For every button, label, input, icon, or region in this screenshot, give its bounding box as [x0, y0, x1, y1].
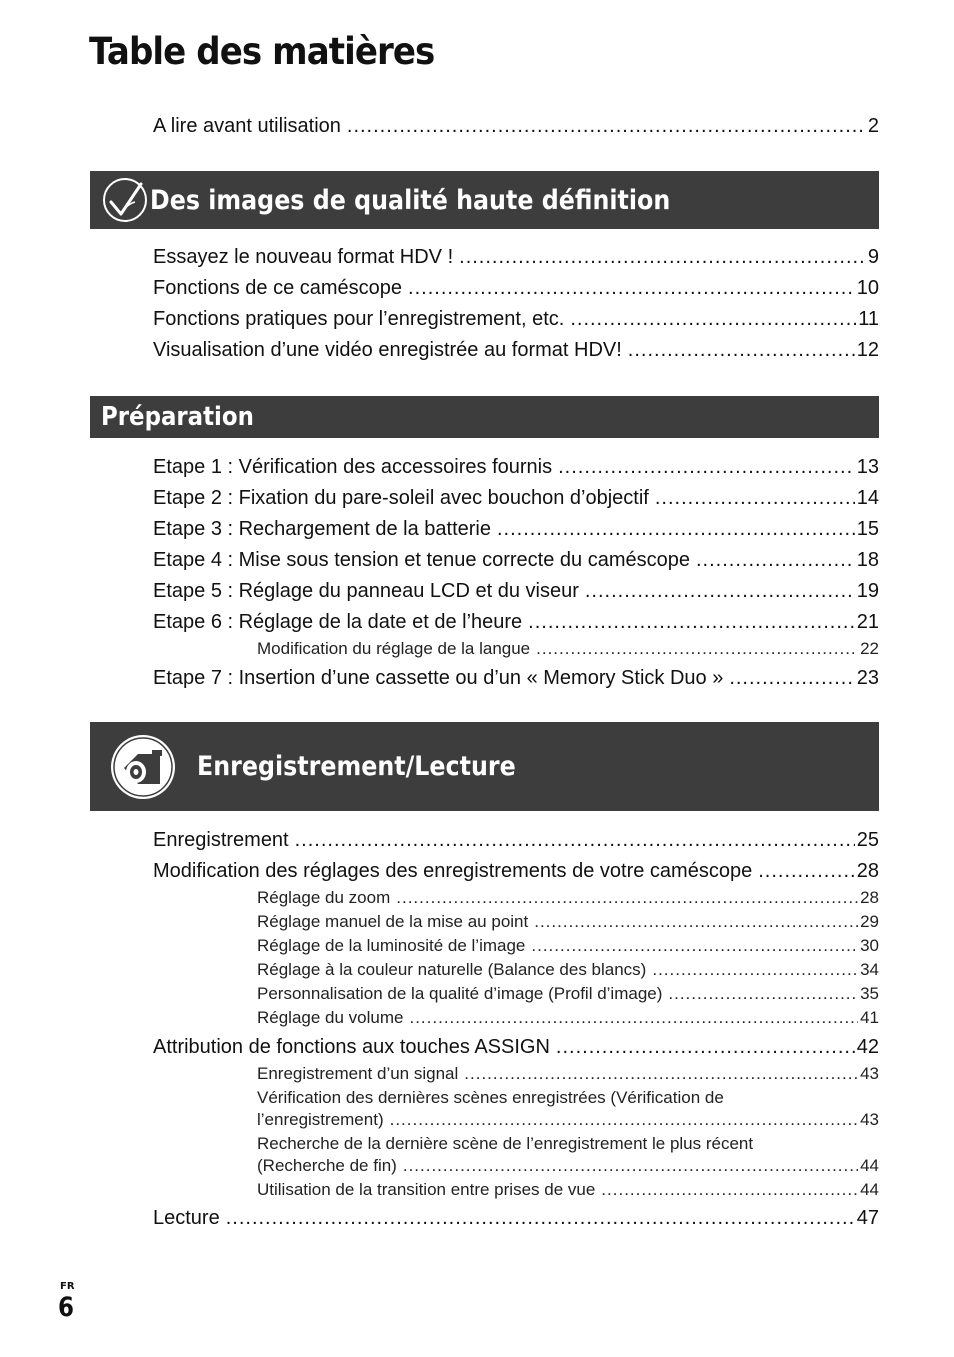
toc-subentry[interactable]: Personnalisation de la qualité d’image (Profil d’image) ..... 35 — [257, 983, 879, 1005]
footer-language: FR — [60, 1281, 75, 1292]
toc-subentry[interactable]: Utilisation de la transition entre prises de vue ..... 44 — [257, 1179, 879, 1201]
section-title: Des images de qualité haute définition — [150, 184, 671, 216]
toc-entry[interactable]: Enregistrement ..... 25 — [153, 828, 879, 852]
toc-subentry-line1: Recherche de la dernière scène de l’enregistrement le plus récent — [257, 1134, 754, 1153]
toc-entry[interactable]: Etape 4 : Mise sous tension et tenue correcte du caméscope ..... 18 — [153, 548, 879, 572]
toc-entry[interactable]: Etape 2 : Fixation du pare-soleil avec bouchon d’objectif ..... 14 — [153, 486, 879, 510]
check-circle-icon — [101, 176, 149, 224]
toc-entry[interactable]: Lecture ..... 47 — [153, 1206, 879, 1230]
toc-subentry[interactable]: Réglage à la couleur naturelle (Balance des blancs) ..... 34 — [257, 959, 879, 981]
page-title: Table des matières — [89, 30, 435, 73]
section-title: Enregistrement/Lecture — [197, 751, 516, 782]
toc-entry[interactable]: Etape 7 : Insertion d’une cassette ou d’un « Memory Stick Duo » ..... 23 — [153, 666, 879, 690]
toc-subentry[interactable]: Réglage du zoom ..... 28 — [257, 887, 879, 909]
toc-entry[interactable]: Etape 1 : Vérification des accessoires fournis ..... 13 — [153, 455, 879, 479]
toc-entry[interactable]: Etape 3 : Rechargement de la batterie ..... 15 — [153, 517, 879, 541]
toc-subentry-line1: Vérification des dernières scènes enregistrées (Vérification de — [257, 1088, 724, 1107]
footer-page-number: 6 — [58, 1292, 74, 1323]
toc-entry[interactable]: Etape 5 : Réglage du panneau LCD et du viseur ..... 19 — [153, 579, 879, 603]
toc-entry[interactable]: Visualisation d’une vidéo enregistrée au format HDV! ..... 12 — [153, 338, 879, 362]
toc-subentry[interactable]: (Recherche de fin) ..... 44 — [257, 1155, 879, 1177]
toc-subentry[interactable]: Enregistrement d’un signal ..... 43 — [257, 1063, 879, 1085]
camcorder-icon — [108, 732, 178, 802]
toc-subentry[interactable]: Modification du réglage de la langue ..... 22 — [257, 638, 879, 660]
toc-subentry[interactable]: Réglage de la luminosité de l’image ..... 30 — [257, 935, 879, 957]
toc-entry[interactable]: Fonctions pratiques pour l’enregistrement, etc. ..... 11 — [153, 307, 879, 331]
toc-entry[interactable]: Essayez le nouveau format HDV ! ..... 9 — [153, 245, 879, 269]
toc-entry[interactable]: Modification des réglages des enregistrements de votre caméscope ..... 28 — [153, 859, 879, 883]
toc-subentry[interactable]: Réglage du volume ..... 41 — [257, 1007, 879, 1029]
toc-entry[interactable]: Attribution de fonctions aux touches ASSIGN ..... 42 — [153, 1035, 879, 1059]
section-title: Préparation — [101, 402, 254, 432]
toc-entry-page: 2 — [867, 115, 879, 137]
toc-subentry[interactable]: l’enregistrement) ..... 43 — [257, 1109, 879, 1131]
toc-entry-label: A lire avant utilisation — [153, 115, 341, 137]
toc-entry-intro[interactable] — [153, 114, 879, 138]
section-banner-hd — [90, 171, 879, 229]
toc-entry[interactable]: Fonctions de ce caméscope ..... 10 — [153, 276, 879, 300]
section-banner-recording — [90, 722, 879, 811]
toc-subentry[interactable]: Réglage manuel de la mise au point ..... 29 — [257, 911, 879, 933]
section-banner-preparation — [90, 396, 879, 438]
toc-entry[interactable]: Etape 6 : Réglage de la date et de l’heure ..... 21 — [153, 610, 879, 634]
